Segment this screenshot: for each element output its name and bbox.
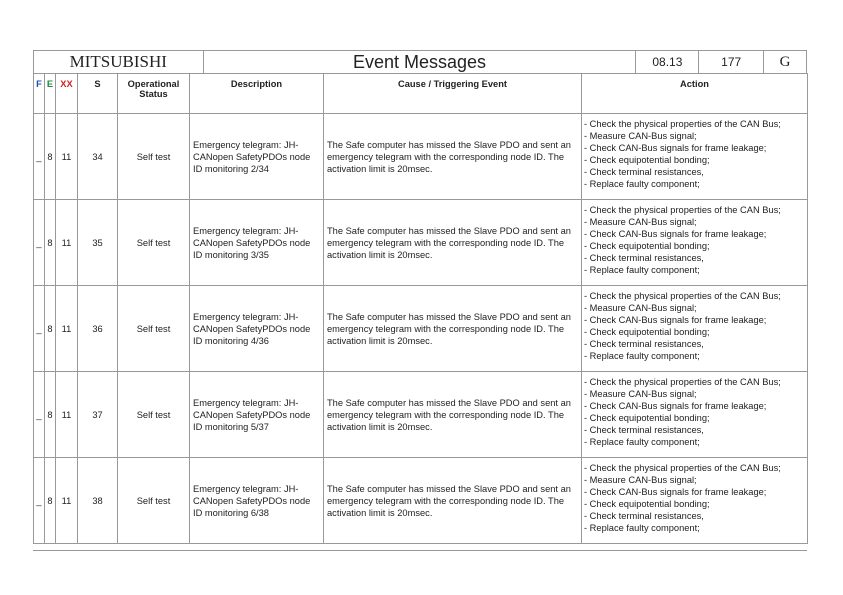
action-step: - Check equipotential bonding; — [584, 499, 710, 509]
action-step: - Measure CAN-Bus signal; — [584, 303, 697, 313]
cell-xx: 11 — [56, 200, 78, 286]
event-table — [33, 73, 808, 544]
cell-description: Emergency telegram: JH-CANopen SafetyPDOs node ID monitoring 6/38 — [190, 458, 324, 544]
cell-s: 35 — [78, 200, 118, 286]
action-step: - Check terminal resistances, — [584, 425, 704, 435]
page-number: 177 — [699, 51, 764, 73]
cell-action — [582, 114, 808, 200]
action-step: - Check the physical properties of the CAN Bus; — [584, 377, 781, 387]
col-cause: Cause / Triggering Event — [324, 74, 582, 114]
action-step: - Check the physical properties of the CAN Bus; — [584, 119, 781, 129]
cell-description: Emergency telegram: JH-CANopen SafetyPDOs node ID monitoring 2/34 — [190, 114, 324, 200]
col-action: Action — [582, 74, 808, 114]
action-step: - Check CAN-Bus signals for frame leakage; — [584, 315, 767, 325]
cell-e: 8 — [45, 286, 56, 372]
cell-status: Self test — [118, 286, 190, 372]
cell-cause: The Safe computer has missed the Slave PDO and sent an emergency telegram with the corresponding node ID. The activation limit is 20msec. — [324, 114, 582, 200]
cell-cause: The Safe computer has missed the Slave PDO and sent an emergency telegram with the corresponding node ID. The activation limit is 20msec. — [324, 458, 582, 544]
action-step: - Check CAN-Bus signals for frame leakage; — [584, 487, 767, 497]
action-step: - Check equipotential bonding; — [584, 327, 710, 337]
action-step: - Check the physical properties of the CAN Bus; — [584, 291, 781, 301]
cell-action — [582, 286, 808, 372]
action-step: - Measure CAN-Bus signal; — [584, 217, 697, 227]
action-step: - Replace faulty component; — [584, 265, 700, 275]
cell-f: _ — [34, 114, 45, 200]
cell-status: Self test — [118, 372, 190, 458]
action-step: - Measure CAN-Bus signal; — [584, 131, 697, 141]
action-step: - Check terminal resistances, — [584, 167, 704, 177]
cell-xx: 11 — [56, 458, 78, 544]
cell-e: 8 — [45, 458, 56, 544]
cell-cause: The Safe computer has missed the Slave PDO and sent an emergency telegram with the corresponding node ID. The activation limit is 20msec. — [324, 200, 582, 286]
version: 08.13 — [636, 51, 699, 73]
action-step: - Replace faulty component; — [584, 523, 700, 533]
cell-s: 37 — [78, 372, 118, 458]
action-step: - Check the physical properties of the CAN Bus; — [584, 205, 781, 215]
col-s: S — [78, 74, 118, 114]
action-step: - Replace faulty component; — [584, 437, 700, 447]
cell-xx: 11 — [56, 372, 78, 458]
col-xx: XX — [56, 74, 78, 114]
cell-status: Self test — [118, 458, 190, 544]
cell-status: Self test — [118, 114, 190, 200]
page-header — [33, 50, 807, 74]
cell-xx: 11 — [56, 286, 78, 372]
table-row — [34, 458, 808, 544]
action-step: - Measure CAN-Bus signal; — [584, 475, 697, 485]
action-step: - Replace faulty component; — [584, 351, 700, 361]
table-row — [34, 286, 808, 372]
cell-f: _ — [34, 458, 45, 544]
column-headers — [34, 74, 808, 114]
cell-f: _ — [34, 372, 45, 458]
action-step: - Check the physical properties of the CAN Bus; — [584, 463, 781, 473]
cell-cause: The Safe computer has missed the Slave PDO and sent an emergency telegram with the corresponding node ID. The activation limit is 20msec. — [324, 286, 582, 372]
action-step: - Check CAN-Bus signals for frame leakage; — [584, 229, 767, 239]
cell-e: 8 — [45, 200, 56, 286]
page-title: Event Messages — [204, 51, 637, 73]
col-status: Operational Status — [118, 74, 190, 114]
action-step: - Check terminal resistances, — [584, 339, 704, 349]
cell-description: Emergency telegram: JH-CANopen SafetyPDOs node ID monitoring 5/37 — [190, 372, 324, 458]
cell-cause: The Safe computer has missed the Slave PDO and sent an emergency telegram with the corresponding node ID. The activation limit is 20msec. — [324, 372, 582, 458]
cell-f: _ — [34, 286, 45, 372]
footer-rule — [33, 550, 807, 551]
cell-e: 8 — [45, 372, 56, 458]
cell-description: Emergency telegram: JH-CANopen SafetyPDOs node ID monitoring 4/36 — [190, 286, 324, 372]
action-step: - Replace faulty component; — [584, 179, 700, 189]
cell-s: 36 — [78, 286, 118, 372]
cell-status: Self test — [118, 200, 190, 286]
cell-action — [582, 372, 808, 458]
cell-e: 8 — [45, 114, 56, 200]
revision: G — [779, 53, 791, 70]
action-step: - Check CAN-Bus signals for frame leakage; — [584, 401, 767, 411]
table-row — [34, 200, 808, 286]
cell-xx: 11 — [56, 114, 78, 200]
brand-name: MITSUBISHI — [34, 51, 204, 73]
cell-f: _ — [34, 200, 45, 286]
cell-s: 34 — [78, 114, 118, 200]
table-row — [34, 372, 808, 458]
action-step: - Measure CAN-Bus signal; — [584, 389, 697, 399]
action-step: - Check equipotential bonding; — [584, 241, 710, 251]
col-description: Description — [190, 74, 324, 114]
table-row — [34, 114, 808, 200]
col-f: F — [34, 74, 45, 114]
cell-action — [582, 200, 808, 286]
cell-action — [582, 458, 808, 544]
action-step: - Check CAN-Bus signals for frame leakage; — [584, 143, 767, 153]
action-step: - Check terminal resistances, — [584, 253, 704, 263]
action-step: - Check equipotential bonding; — [584, 413, 710, 423]
cell-s: 38 — [78, 458, 118, 544]
col-e: E — [45, 74, 56, 114]
action-step: - Check terminal resistances, — [584, 511, 704, 521]
action-step: - Check equipotential bonding; — [584, 155, 710, 165]
cell-description: Emergency telegram: JH-CANopen SafetyPDOs node ID monitoring 3/35 — [190, 200, 324, 286]
